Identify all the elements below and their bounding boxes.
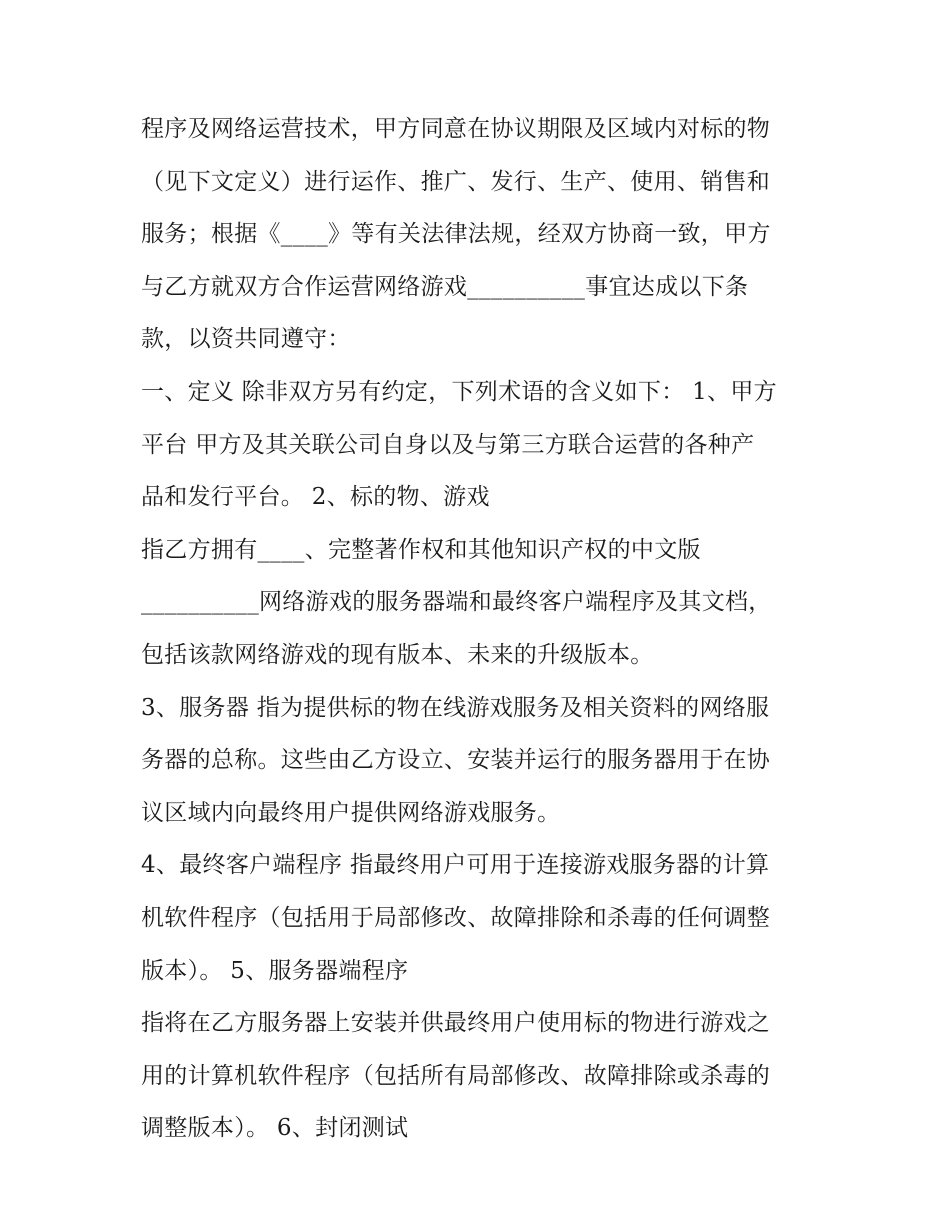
document-body	[141, 103, 821, 1155]
text-line: 品和发行平台。 2、标的物、游戏	[141, 484, 490, 511]
text-line: 程序及网络运营技术，甲方同意在协议期限及区域内对标的物	[141, 116, 771, 142]
text-line: 议区域内向最终用户提供网络游戏服务。	[141, 799, 561, 826]
text-line: 指乙方拥有____、完整著作权和其他知识产权的中文版	[141, 536, 701, 563]
text-line: 指将在乙方服务器上安装并供最终用户使用标的物进行游戏之	[141, 1010, 771, 1037]
text-line: 服务；根据《____》等有关法律法规，经双方协商一致，甲方	[141, 221, 771, 248]
text-line: （见下文定义）进行运作、推广、发行、生产、使用、销售和	[141, 168, 771, 195]
text-line: __________网络游戏的服务器端和最终客户端程序及其文档，	[141, 589, 772, 616]
text-line: 调整版本）。 6、封闭测试	[141, 1115, 409, 1142]
text-line: 务器的总称。这些由乙方设立、安装并运行的服务器用于在协	[141, 747, 771, 774]
text-line: 款，以资共同遵守：	[141, 326, 351, 353]
text-line: 与乙方就双方合作运营网络游戏__________事宜达成以下条	[141, 273, 749, 300]
text-line: 3、服务器 指为提供标的物在线游戏服务及相关资料的网络服	[141, 694, 770, 721]
text-line: 4、最终客户端程序 指最终用户可用于连接游戏服务器的计算	[141, 852, 770, 879]
text-line: 机软件程序（包括用于局部修改、故障排除和杀毒的任何调整	[141, 904, 771, 931]
text-line: 一、定义 除非双方另有约定，下列术语的含义如下： 1、甲方	[141, 378, 777, 405]
text-line: 版本）。 5、服务器端程序	[141, 957, 409, 984]
text-line: 用的计算机软件程序（包括所有局部修改、故障排除或杀毒的	[141, 1062, 771, 1089]
text-line: 包括该款网络游戏的现有版本、未来的升级版本。	[141, 641, 654, 668]
text-line: 平台 甲方及其关联公司自身以及与第三方联合运营的各种产	[141, 431, 755, 458]
